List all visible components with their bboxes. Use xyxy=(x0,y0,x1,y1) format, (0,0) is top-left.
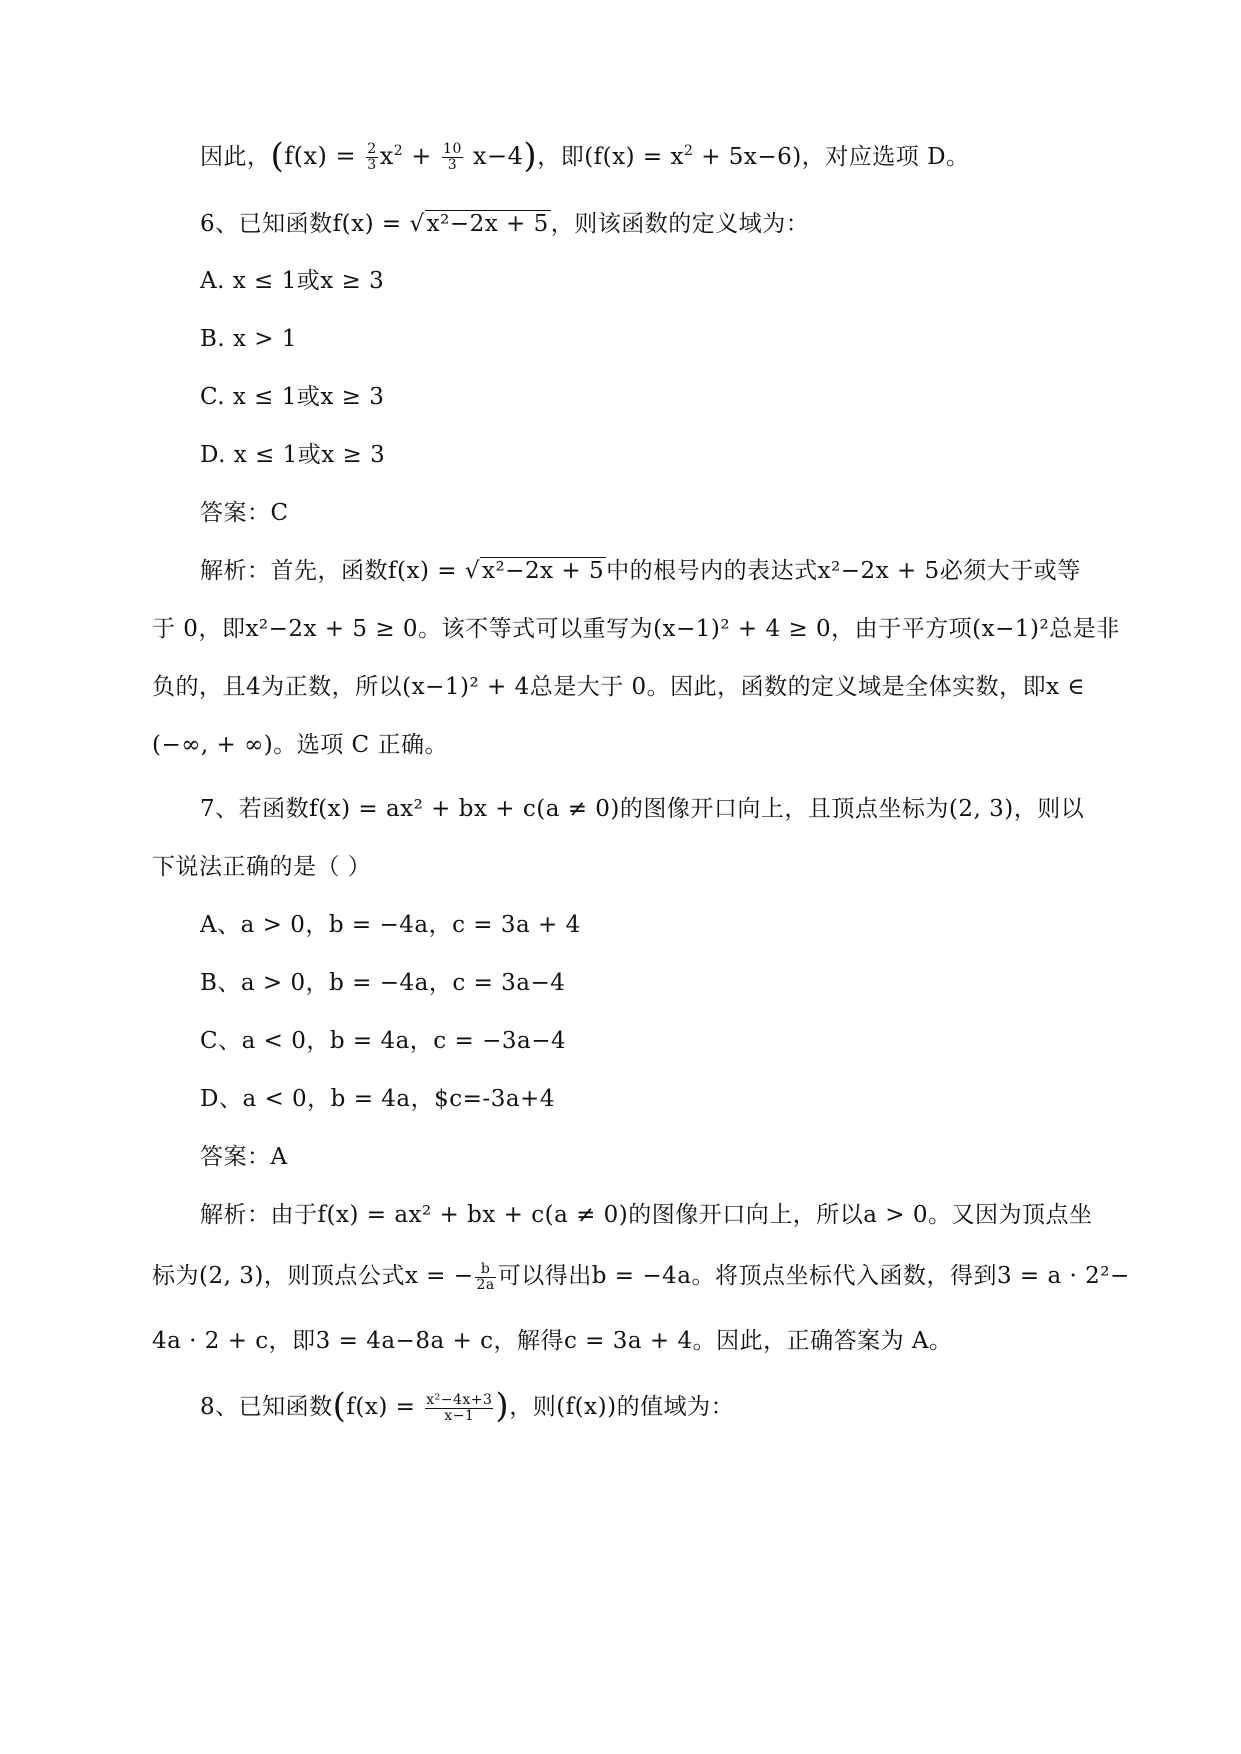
math-text: + xyxy=(403,142,441,170)
question-6-stem xyxy=(200,208,1140,240)
radicand: x²−2x + 5 xyxy=(426,211,549,237)
text: 解析：首先，函数f(x) = xyxy=(200,558,465,584)
radicand: x²−2x + 5 xyxy=(481,558,605,584)
denominator: x−1 xyxy=(444,1407,475,1424)
answer-line: 答案：A xyxy=(200,1144,288,1170)
numerator: x²−4x+3 xyxy=(426,1391,493,1408)
option-c: C、a < 0，b = 4a，c = −3a−4 xyxy=(200,1028,567,1054)
option-a: A. x ≤ 1或x ≥ 3 xyxy=(200,268,385,294)
text: 标为(2, 3)，则顶点公式x = − xyxy=(152,1263,474,1289)
text: ，则(f(x))的值域为： xyxy=(509,1394,735,1420)
math-text: x xyxy=(379,142,394,170)
option-c: C. x ≤ 1或x ≥ 3 xyxy=(200,384,385,410)
fraction xyxy=(366,142,377,173)
fraction xyxy=(442,142,463,173)
option-d: D. x ≤ 1或x ≥ 3 xyxy=(200,442,386,468)
text: 6、已知函数f(x) = xyxy=(200,211,410,237)
fraction xyxy=(475,1262,495,1293)
question-7-stem: 7、若函数f(x) = ax² + bx + c(a ≠ 0)的图像开口向上，且顶点坐标为(2, 3)，则以 xyxy=(200,796,1085,822)
option-b: B、a > 0，b = −4a，c = 3a−4 xyxy=(200,970,566,996)
paren-open: ( xyxy=(270,136,285,176)
paren-close: ) xyxy=(495,1386,510,1426)
denominator: 2a xyxy=(476,1276,495,1293)
text: 8、已知函数 xyxy=(200,1394,333,1420)
analysis-line: 负的，且4为正数，所以(x−1)² + 4总是大于 0。因此，函数的定义域是全体实数，即x ∈ xyxy=(152,674,1085,700)
answer-summary-line: 因此，(f(x) = $\frac{2}{3}$ $x^2$ + $\frac{10}{3}$ x−4)，即$(f(x) = x^2 + 5x-6)$，对应选项 D。 xyxy=(200,136,970,176)
question-8-stem xyxy=(200,1386,1140,1426)
text: ，即(f(x) = x xyxy=(537,144,684,170)
paren-open: ( xyxy=(332,1386,347,1426)
math-text: f(x) = xyxy=(284,142,365,170)
text: + 5x−6)，对应选项 D。 xyxy=(693,144,970,170)
math-expression: f(x) = $\frac{2}{3}$ $x^2$ + $\frac{10}{3}$ x−4 xyxy=(284,141,524,173)
fraction xyxy=(425,1393,493,1424)
denominator: 3 xyxy=(447,157,458,173)
text: 因此， xyxy=(200,144,271,170)
question-7-stem: 下说法正确的是（ ） xyxy=(152,854,372,880)
numerator: b xyxy=(475,1262,495,1278)
paren-close: ) xyxy=(523,136,538,176)
text: 中的根号内的表达式x²−2x + 5必须大于或等 xyxy=(606,558,1081,584)
option-b: B. x > 1 xyxy=(200,326,298,352)
answer-line: 答案：C xyxy=(200,500,289,526)
analysis-line xyxy=(152,1260,1130,1293)
text: ，则该函数的定义域为： xyxy=(550,211,810,237)
square-root: √x²−2x + 5 xyxy=(464,558,605,584)
text: 可以得出b = −4a。将顶点坐标代入函数，得到3 = a · 2²− xyxy=(497,1263,1130,1289)
analysis-line: 4a · 2 + c，即3 = 4a−8a + c，解得c = 3a + 4。因此，正确答案为 A。 xyxy=(152,1328,953,1354)
analysis-line xyxy=(200,555,1140,587)
analysis-line: (−∞, + ∞)。选项 C 正确。 xyxy=(152,732,448,758)
numerator: 10 xyxy=(443,141,462,157)
option-d: D、a < 0，b = 4a，$c=-3a+4 xyxy=(200,1086,555,1112)
numerator: 2 xyxy=(367,141,377,157)
analysis-line: 于 0，即x²−2x + 5 ≥ 0。该不等式可以重写为(x−1)² + 4 ≥ 0，由于平方项(x−1)²总是非 xyxy=(152,616,1120,642)
math-text: f(x) = xyxy=(346,1394,424,1420)
analysis-line: 解析：由于f(x) = ax² + bx + c(a ≠ 0)的图像开口向上，所以a > 0。又因为顶点坐 xyxy=(200,1202,1093,1228)
square-root: √x²−2x + 5 xyxy=(409,211,549,237)
math-text: x−4 xyxy=(464,142,524,170)
option-a: A、a > 0，b = −4a，c = 3a + 4 xyxy=(200,912,581,938)
denominator: 3 xyxy=(367,157,377,173)
